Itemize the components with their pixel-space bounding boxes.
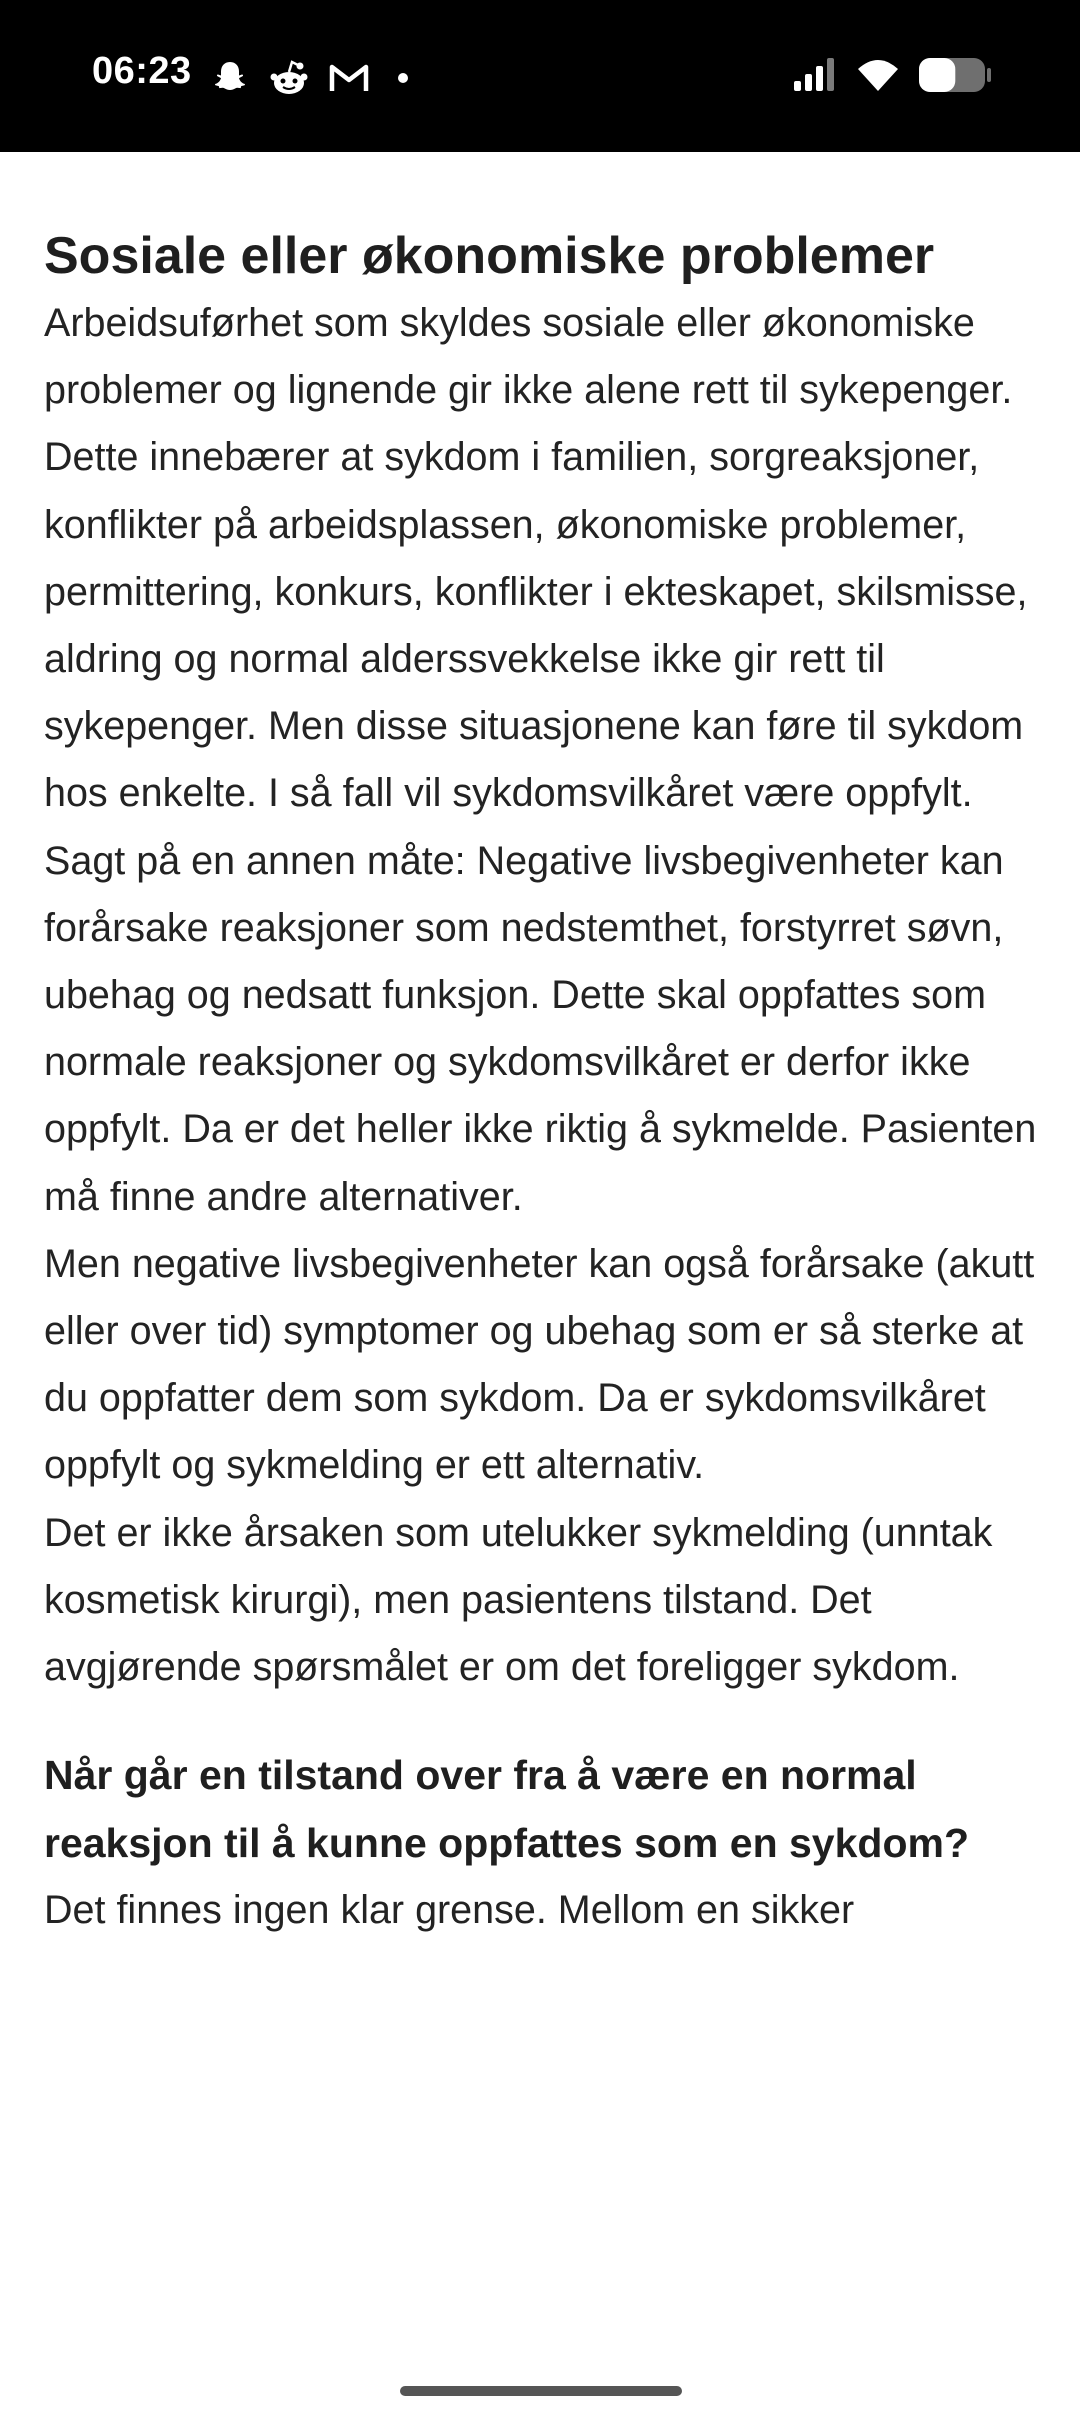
article-paragraph: Det er ikke årsaken som utelukker sykmelding (unntak kosmetisk kirurgi), men pasientens tilstand. Det avgjørende spørsmålet er om det foreligger sykdom. — [44, 1510, 993, 1690]
signal-icon — [792, 57, 838, 93]
article-subheading: Når går en tilstand over fra å være en normal reaksjon til å kunne oppfattes som en sykdom? — [44, 1752, 970, 1867]
wifi-icon — [856, 57, 900, 93]
article-paragraph: Sagt på en annen måte: Negative livsbegivenheter kan forårsake reaksjoner som nedstemthet, forstyrret søvn, ubehag og nedsatt funksjon. Dette skal oppfattes som normale reaksjoner og sykdomsvilkåret er derfor ikke oppfylt. Da er det heller ikke riktig å sykmelde. Pasienten må finne andre alternativer. — [44, 838, 1037, 1219]
status-bar — [0, 0, 1080, 152]
notification-icons — [210, 58, 418, 98]
gesture-navigation-handle[interactable] — [400, 2386, 682, 2396]
section-title: Sosiale eller økonomiske problemer — [44, 227, 935, 285]
article-paragraph: Men negative livsbegivenheter kan også forårsake (akutt eller over tid) symptomer og ubehag som er så sterke at du oppfatter dem som sykdom. Da er sykdomsvilkåret oppfylt og sykmelding er ett alternativ. — [44, 1241, 1035, 1488]
dot-icon — [388, 63, 418, 93]
article-content — [44, 152, 1044, 1944]
snapchat-icon — [210, 58, 250, 98]
battery-icon — [918, 56, 992, 94]
article-paragraph: Arbeidsuførhet som skyldes sosiale eller økonomiske problemer og lignende gir ikke alene rett til sykepenger. Dette innebærer at sykdom i familien, sorgreaksjoner, konflikter på arbeidsplassen, økonomiske problemer, permittering, konkurs, konflikter i ekteskapet, skilsmisse, aldring og normal alderssvekkelse ikke gir rett til sykepenger. Men disse situasjonene kan føre til sykdom hos enkelte. I så fall vil sykdomsvilkåret være oppfylt. — [44, 301, 1028, 816]
gmail-icon — [328, 61, 370, 95]
system-icons — [792, 56, 992, 94]
status-time: 06:23 — [92, 50, 192, 92]
reddit-icon — [268, 58, 310, 98]
article-paragraph: Det finnes ingen klar grense. Mellom en sikker — [44, 1888, 855, 1933]
